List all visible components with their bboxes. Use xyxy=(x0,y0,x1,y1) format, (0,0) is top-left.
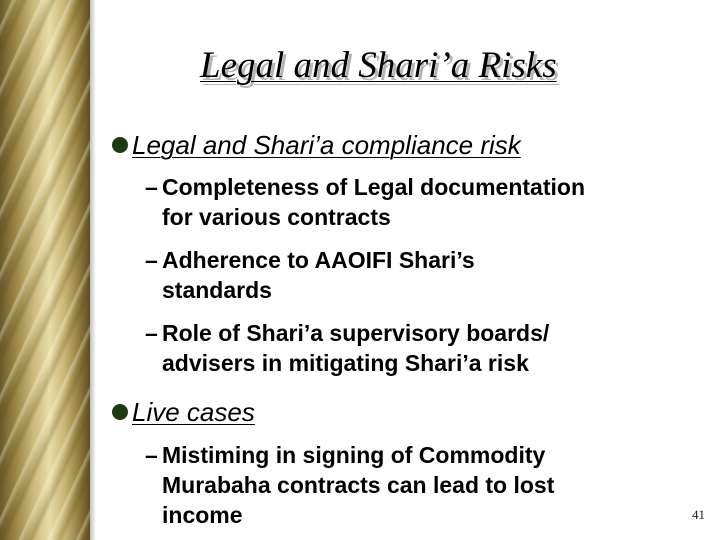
subitem-line xyxy=(145,500,554,530)
subitem-supervisory-boards xyxy=(145,318,549,378)
subitem-text: standards xyxy=(162,277,272,303)
slide-title: Legal and Shari’a Risks xyxy=(200,45,557,86)
subitem-aaoifi-standards xyxy=(145,245,475,305)
subitem-line xyxy=(145,470,554,500)
subitem-line xyxy=(145,172,585,202)
bullet-dot-icon xyxy=(112,404,128,420)
dash-icon: – xyxy=(145,320,158,346)
subitem-text: advisers in mitigating Shari’a risk xyxy=(162,350,529,376)
bullet-live-cases xyxy=(112,396,255,428)
dash-icon: – xyxy=(145,442,158,468)
dash-icon: – xyxy=(145,247,158,273)
bullet-label: Legal and Shari’a compliance risk xyxy=(132,130,521,160)
decorative-gold-frame xyxy=(0,0,90,540)
subitem-text: for various contracts xyxy=(162,204,391,230)
subitem-line xyxy=(145,318,549,348)
subitem-line xyxy=(145,348,549,378)
bullet-dot-icon xyxy=(112,137,128,153)
subitem-line xyxy=(145,202,585,232)
subitem-text: Murabaha contracts can lead to lost xyxy=(162,472,555,498)
subitem-text: Mistiming in signing of Commodity xyxy=(162,442,546,468)
page-number: 41 xyxy=(692,507,705,522)
bullet-label: Live cases xyxy=(132,397,255,427)
subitem-line xyxy=(145,245,475,275)
subitem-commodity-murabaha xyxy=(145,440,554,530)
subitem-text: income xyxy=(162,502,243,528)
subitem-text: Adherence to AAOIFI Shari’s xyxy=(162,247,475,273)
subitem-text: Completeness of Legal documentation xyxy=(162,174,585,200)
subitem-legal-documentation xyxy=(145,172,585,232)
subitem-text: Role of Shari’a supervisory boards/ xyxy=(162,320,550,346)
subitem-line xyxy=(145,275,475,305)
dash-icon: – xyxy=(145,174,158,200)
subitem-line xyxy=(145,440,554,470)
bullet-compliance-risk xyxy=(112,129,521,161)
